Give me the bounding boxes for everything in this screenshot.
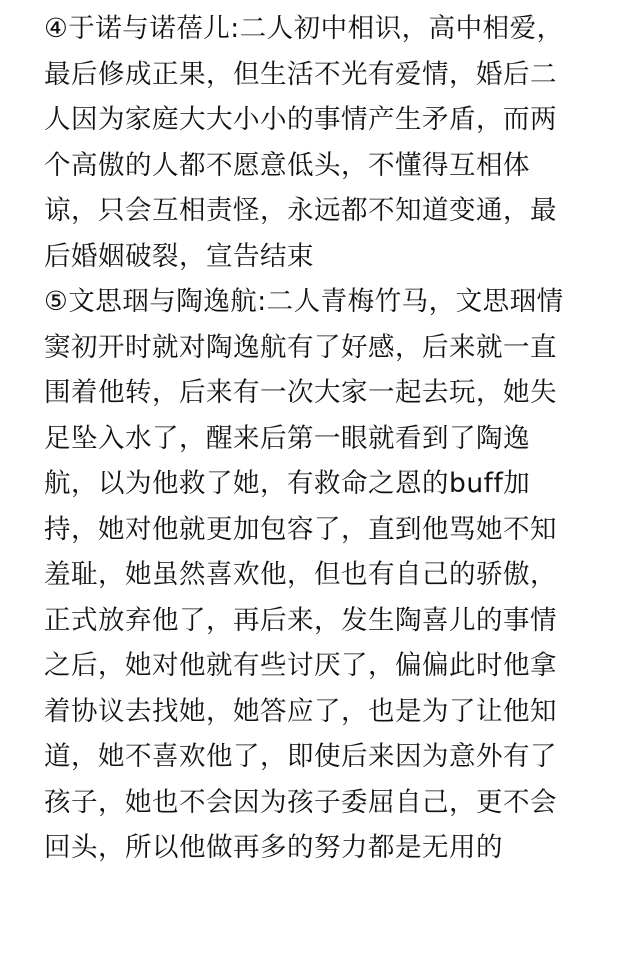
text-line: 后婚姻破裂，宣告结束 <box>44 240 314 272</box>
text-line: 最后修成正果，但生活不光有爱情，婚后二 <box>44 58 557 90</box>
text-line: 正式放弃他了，再后来，发生陶喜儿的事情 <box>44 604 557 636</box>
text-line: 个高傲的人都不愿意低头，不懂得互相体 <box>44 149 530 181</box>
text-line: 航，以为他救了她，有救命之恩的buff加 <box>44 468 531 499</box>
text-line: 围着他转，后来有一次大家一起去玩，她失 <box>44 377 557 408</box>
text-line: 窦初开时就对陶逸航有了好感，后来就一直 <box>44 331 557 363</box>
text-line-paragraph-5: ⑤文思珚与陶逸航:二人青梅竹马，文思珚情 <box>44 286 564 317</box>
text-line: 足坠入水了，醒来后第一眼就看到了陶逸 <box>44 422 530 454</box>
text-line: 之后，她对他就有些讨厌了，偏偏此时他拿 <box>44 650 557 681</box>
text-line: 人因为家庭大大小小的事情产生矛盾，而两 <box>44 104 557 135</box>
text-line: 道，她不喜欢他了，即使后来因为意外有了 <box>44 741 557 772</box>
text-line: 持，她对他就更加包容了，直到他骂她不知 <box>44 513 557 545</box>
text-line-paragraph-4: ④于诺与诺蓓儿:二人初中相识，高中相爱， <box>44 13 564 44</box>
article-text <box>44 6 614 871</box>
text-line: 回头，所以他做再多的努力都是无用的 <box>44 832 503 863</box>
text-line: 孩子，她也不会因为孩子委屈自己，更不会 <box>44 786 557 818</box>
text-line: 着协议去找她，她答应了，也是为了让他知 <box>44 695 557 727</box>
text-line: 谅，只会互相责怪，永远都不知道变通，最 <box>44 195 557 226</box>
text-line: 羞耻，她虽然喜欢他，但也有自己的骄傲， <box>44 559 557 590</box>
